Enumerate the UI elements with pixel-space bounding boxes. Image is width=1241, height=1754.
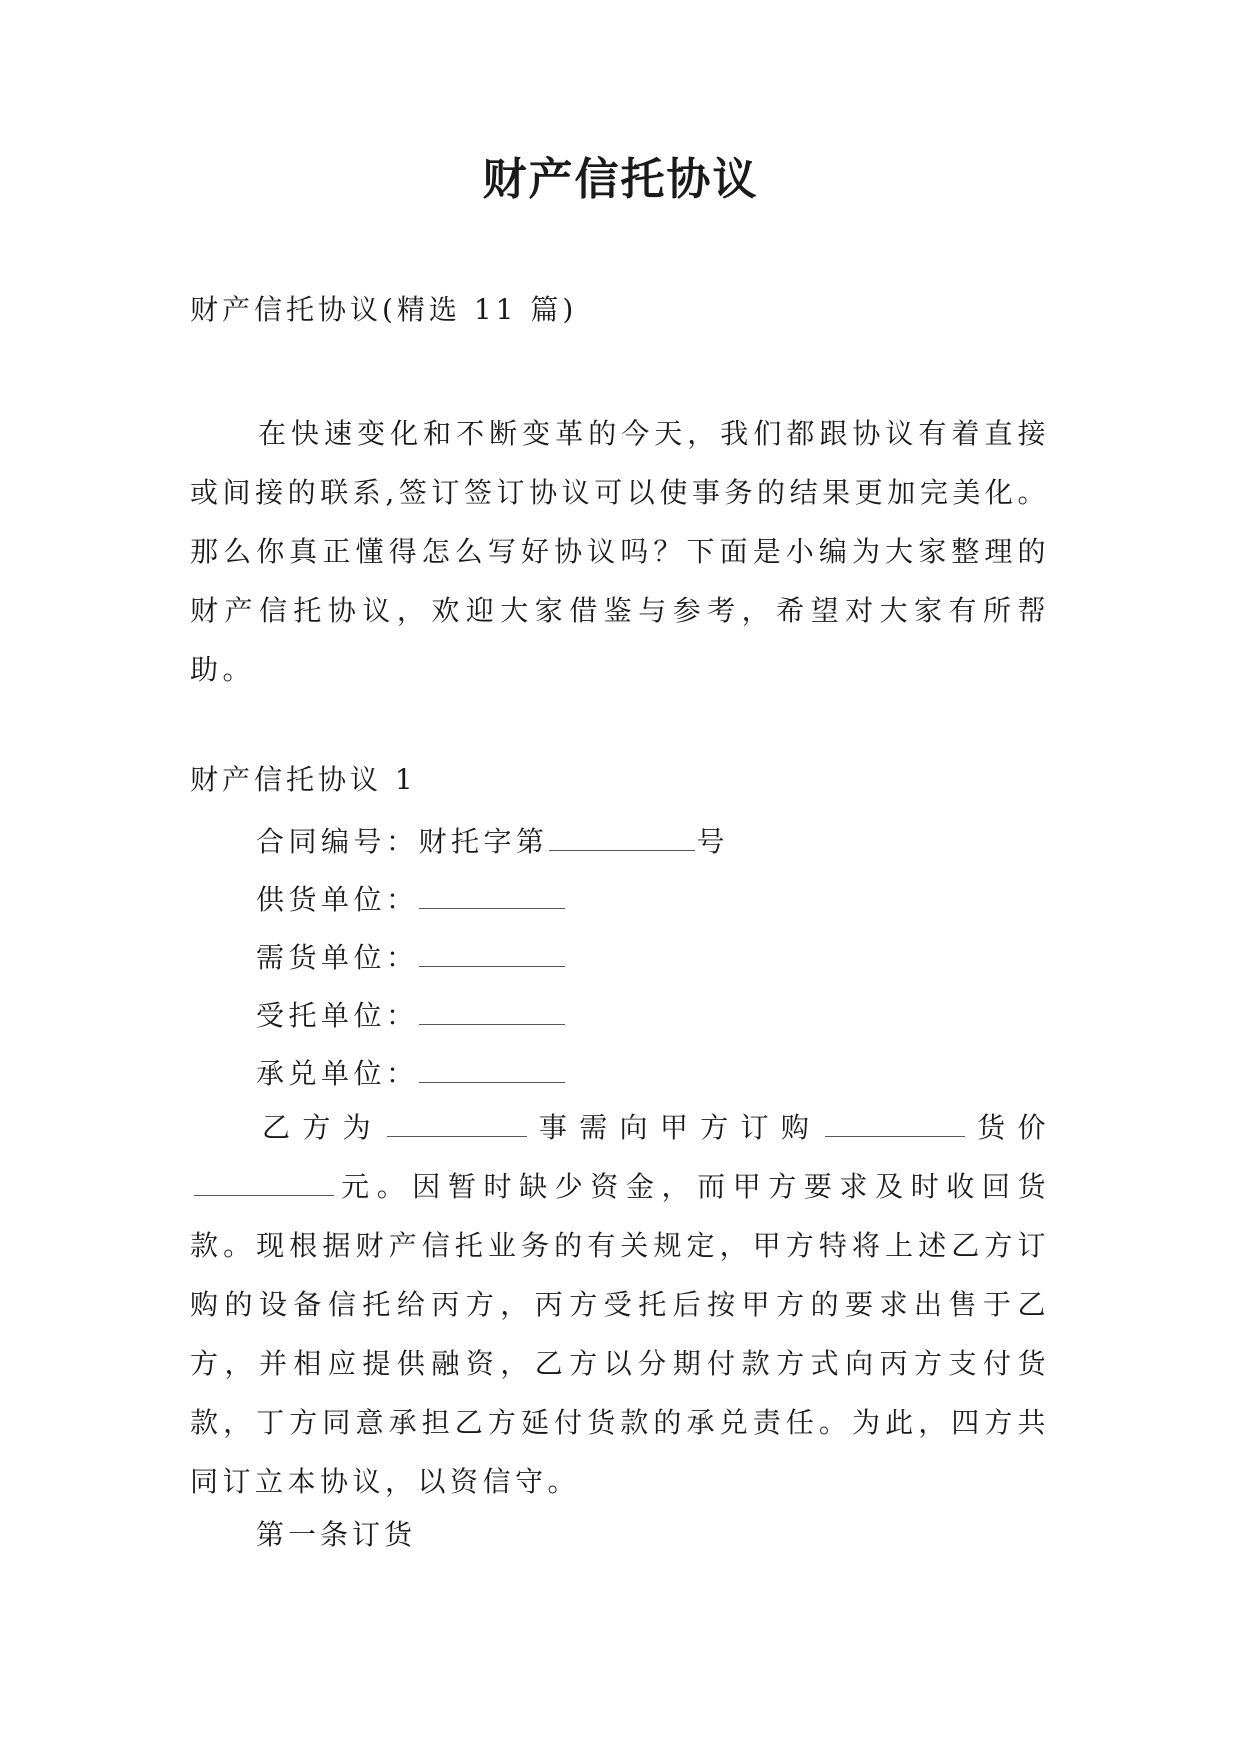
acceptor-label: 承兑单位： — [256, 1057, 419, 1090]
buyer-blank — [419, 940, 565, 967]
trustee-blank — [419, 998, 565, 1025]
body-text-4: 元。因暂时缺少资金，而甲方要求及时收回货款。现根据财产信托业务的有关规定，甲方特将上述乙方订购的设备信托给丙方，丙方受托后按甲方的要求出售于乙方，并相应提供融资，乙方以分期付款方式向丙方支付货款，丁方同意承担乙方延付货款的承兑责任。为此，四方共同订立本协议，以资信守。 — [190, 1170, 1050, 1498]
document-title: 财产信托协议 — [482, 154, 759, 205]
body-text-1: 乙方为 — [262, 1111, 384, 1144]
supplier-label: 供货单位： — [256, 883, 419, 916]
acceptor-line — [256, 1054, 567, 1094]
supplier-line — [256, 880, 567, 920]
document-subtitle: 财产信托协议(精选 11 篇) — [190, 293, 578, 326]
supplier-blank — [419, 882, 565, 909]
price-blank — [194, 1169, 334, 1196]
body-text-2: 事需向甲方订购 — [531, 1111, 822, 1144]
body-text-3: 货价 — [969, 1111, 1050, 1144]
section-title: 财产信托协议 1 — [190, 763, 417, 796]
contract-number-line — [256, 822, 729, 862]
contract-number-blank — [549, 824, 695, 851]
buyer-label: 需货单位： — [256, 941, 419, 974]
matter-blank — [387, 1110, 527, 1137]
goods-blank — [825, 1110, 965, 1137]
contract-number-suffix: 号 — [696, 825, 730, 858]
trustee-line — [256, 996, 567, 1036]
clause-heading: 第一条订货 — [256, 1518, 417, 1551]
intro-paragraph: 在快速变化和不断变革的今天，我们都跟协议有着直接或间接的联系,签订签订协议可以使事务的结果更加完美化。那么你真正懂得怎么写好协议吗？下面是小编为大家整理的财产信托协议，欢迎大家借鉴与参考，希望对大家有所帮助。 — [190, 417, 1050, 686]
trustee-label: 受托单位： — [256, 999, 419, 1032]
body-paragraph — [190, 1098, 1050, 1511]
contract-number-label: 合同编号：财托字第 — [256, 825, 549, 858]
acceptor-blank — [419, 1056, 565, 1083]
buyer-line — [256, 938, 567, 978]
